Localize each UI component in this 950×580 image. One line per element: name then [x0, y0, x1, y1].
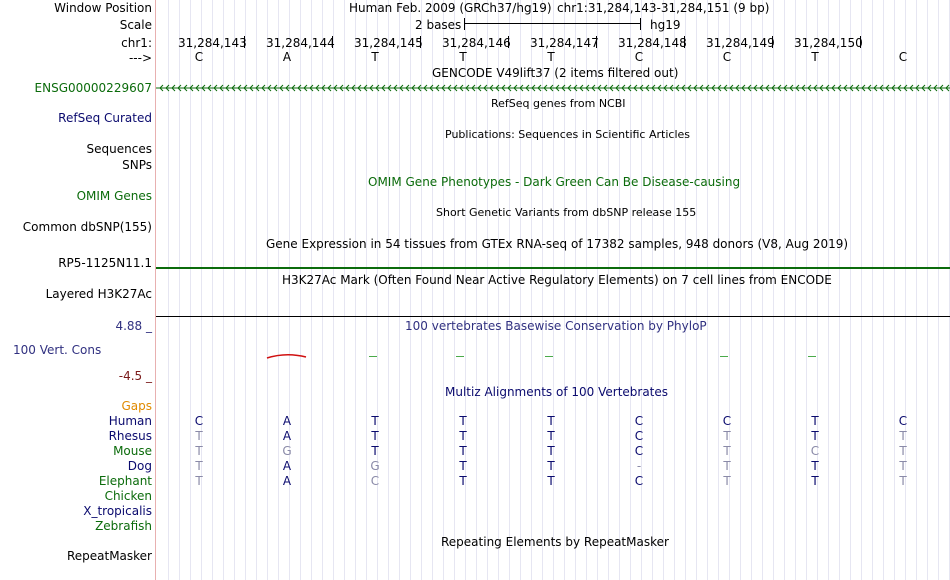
assembly-name: Human Feb. 2009 (GRCh37/hg19): [349, 1, 552, 15]
alignment-base: T: [547, 474, 555, 488]
snps-label[interactable]: SNPs: [122, 158, 152, 172]
window-position-label: Window Position: [54, 1, 152, 15]
conservation-label[interactable]: 100 Vert. Cons: [13, 343, 102, 357]
species-label[interactable]: Dog: [127, 459, 152, 473]
alignment-base: T: [459, 444, 467, 458]
alignment-base: A: [282, 429, 292, 443]
alignment-base: T: [723, 459, 731, 473]
chrom-label: chr1:: [121, 36, 152, 50]
ruler-tick-label: 31,284,148: [618, 36, 687, 50]
h3k27ac-title[interactable]: H3K27Ac Mark (Often Found Near Active Regulatory Elements) on 7 cell lines from ENCODE: [282, 273, 832, 287]
multiz-title[interactable]: Multiz Alignments of 100 Vertebrates: [445, 385, 669, 399]
alignment-base: T: [811, 429, 819, 443]
conservation-peak: [266, 352, 308, 360]
alignment-base: C: [634, 429, 644, 443]
scale-label: Scale: [119, 18, 152, 32]
gencode-title[interactable]: GENCODE V49lift37 (2 items filtered out): [432, 66, 679, 80]
species-label[interactable]: Chicken: [104, 489, 152, 503]
omim-title[interactable]: OMIM Gene Phenotypes - Dark Green Can Be Disease-causing: [368, 175, 741, 189]
alignment-base: C: [634, 474, 644, 488]
strand-arrow-label[interactable]: --->: [128, 51, 152, 65]
alignment-base: T: [459, 429, 467, 443]
conservation-mark: [720, 356, 728, 357]
alignment-base: T: [723, 429, 731, 443]
alignment-base: T: [723, 474, 731, 488]
sequence-base: C: [194, 50, 204, 64]
scale-bar: [464, 18, 641, 30]
sequence-base: A: [282, 50, 292, 64]
alignment-base: C: [634, 414, 644, 428]
species-label[interactable]: Rhesus: [108, 429, 152, 443]
alignment-base: T: [195, 459, 203, 473]
sequence-base: C: [634, 50, 644, 64]
species-label[interactable]: X_tropicalis: [83, 504, 152, 518]
gaps-label: Gaps: [121, 399, 152, 413]
ruler-tick-label: 31,284,150: [794, 36, 863, 50]
conservation-mark: [369, 356, 377, 357]
h3k27ac-baseline: [156, 316, 950, 317]
alignment-base: A: [282, 474, 292, 488]
ruler-tick-label: 31,284,147: [530, 36, 599, 50]
publications-title[interactable]: Publications: Sequences in Scientific Articles: [445, 128, 690, 141]
alignment-base: C: [722, 414, 732, 428]
alignment-base: -: [636, 459, 642, 473]
conservation-mark: [808, 356, 816, 357]
sequence-base: C: [722, 50, 732, 64]
sequence-base: T: [459, 50, 467, 64]
repeatmasker-title[interactable]: Repeating Elements by RepeatMasker: [441, 535, 669, 549]
sequence-base: T: [371, 50, 379, 64]
sequence-base: T: [547, 50, 555, 64]
h3k27ac-label[interactable]: Layered H3K27Ac: [45, 287, 152, 301]
alignment-base: A: [282, 414, 292, 428]
conservation-mark: [456, 356, 464, 357]
alignment-base: T: [547, 414, 555, 428]
conservation-min-label: -4.5 _: [118, 369, 152, 383]
alignment-base: T: [899, 474, 907, 488]
scale-text: 2 bases: [415, 18, 462, 32]
alignment-base: G: [370, 459, 380, 473]
conservation-title[interactable]: 100 vertebrates Basewise Conservation by PhyloP: [405, 319, 707, 333]
alignment-base: T: [547, 444, 555, 458]
dbsnp-title[interactable]: Short Genetic Variants from dbSNP release 155: [436, 206, 697, 219]
refseq-title[interactable]: RefSeq genes from NCBI: [491, 97, 626, 110]
gtex-item-label[interactable]: RP5-1125N11.1: [58, 256, 152, 270]
alignment-base: T: [371, 429, 379, 443]
ruler-tick-label: 31,284,146: [442, 36, 511, 50]
scale-db: hg19: [650, 18, 681, 32]
gtex-title[interactable]: Gene Expression in 54 tissues from GTEx RNA-seq of 17382 samples, 948 donors (V8, Aug 2019): [266, 237, 849, 251]
gtex-gene-bar[interactable]: [156, 267, 950, 269]
alignment-base: T: [899, 429, 907, 443]
alignment-base: C: [194, 414, 204, 428]
alignment-base: T: [459, 459, 467, 473]
sequence-base: T: [811, 50, 819, 64]
conservation-max-label: 4.88 _: [115, 319, 152, 333]
sequence-base: C: [898, 50, 908, 64]
alignment-base: T: [547, 459, 555, 473]
conservation-mark: [545, 356, 553, 357]
alignment-base: C: [898, 414, 908, 428]
omim-label[interactable]: OMIM Genes: [76, 189, 152, 203]
alignment-base: T: [459, 414, 467, 428]
alignment-base: G: [282, 444, 292, 458]
position-readout: chr1:31,284,143-31,284,151 (9 bp): [557, 1, 770, 15]
gencode-gene-arrows[interactable]: [156, 83, 950, 93]
repeatmasker-label[interactable]: RepeatMasker: [66, 549, 152, 563]
refseq-label[interactable]: RefSeq Curated: [58, 111, 152, 125]
gencode-item-label[interactable]: ENSG00000229607: [34, 81, 152, 95]
alignment-base: T: [459, 474, 467, 488]
dbsnp-label[interactable]: Common dbSNP(155): [22, 220, 152, 234]
alignment-base: T: [371, 444, 379, 458]
species-label[interactable]: Zebrafish: [95, 519, 152, 533]
alignment-base: T: [195, 474, 203, 488]
alignment-base: A: [282, 459, 292, 473]
species-label[interactable]: Mouse: [113, 444, 152, 458]
alignment-base: T: [899, 459, 907, 473]
alignment-base: T: [195, 429, 203, 443]
alignment-base: T: [811, 459, 819, 473]
alignment-base: T: [811, 414, 819, 428]
alignment-base: C: [810, 444, 820, 458]
ruler-tick-label: 31,284,143: [178, 36, 247, 50]
sequences-label[interactable]: Sequences: [86, 142, 152, 156]
species-label[interactable]: Human: [108, 414, 152, 428]
alignment-base: T: [723, 444, 731, 458]
ruler-tick-label: 31,284,149: [706, 36, 775, 50]
species-label[interactable]: Elephant: [98, 474, 152, 488]
ruler-tick-label: 31,284,144: [266, 36, 335, 50]
alignment-base: C: [634, 444, 644, 458]
alignment-base: C: [370, 474, 380, 488]
alignment-base: T: [811, 474, 819, 488]
alignment-base: T: [547, 429, 555, 443]
track-labels: [0, 0, 155, 580]
alignment-base: T: [195, 444, 203, 458]
alignment-base: T: [371, 414, 379, 428]
ruler-tick-label: 31,284,145: [354, 36, 423, 50]
alignment-base: T: [899, 444, 907, 458]
